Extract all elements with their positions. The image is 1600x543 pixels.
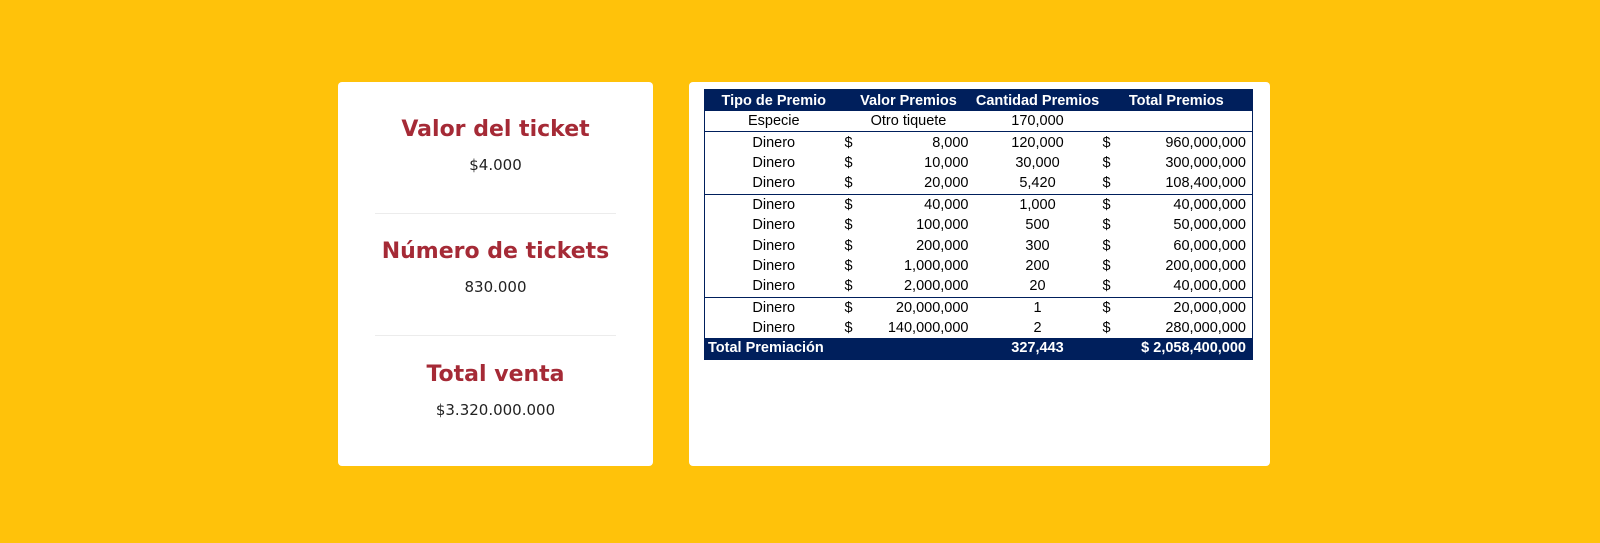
cell-prize-quantity: 120,000 [975, 132, 1101, 153]
table-row [705, 297, 1253, 318]
ticket-value-amount: $4.000 [469, 156, 522, 174]
table-row [705, 132, 1253, 153]
header-prize-type: Tipo de Premio [705, 90, 843, 112]
table-row [705, 173, 1253, 194]
cell-prize-quantity: 20 [1029, 278, 1046, 295]
cell-total-currency: $ [1101, 132, 1125, 153]
cell-prize-quantity: 1 [975, 297, 1101, 318]
cell-value-currency: $ [844, 175, 853, 192]
ticket-count-stat [338, 238, 653, 296]
divider [375, 213, 616, 214]
cell-prize-type: Dinero [752, 257, 796, 274]
table-row [705, 153, 1253, 173]
cell-prize-quantity: 2 [1033, 320, 1042, 337]
cell-prize-value: 40,000 [869, 194, 975, 215]
ticket-value-title: Valor del ticket [401, 117, 590, 142]
cell-value-currency: $ [844, 278, 853, 295]
cell-prize-quantity: 500 [1025, 217, 1050, 234]
total-amount: $ 2,058,400,000 [1101, 338, 1253, 359]
cell-prize-type: Dinero [752, 320, 796, 337]
cell-value-currency: $ [844, 257, 853, 274]
cell-prize-type: Dinero [705, 132, 843, 153]
cell-prize-value: 140,000,000 [887, 320, 969, 337]
cell-prize-value: 1,000,000 [903, 257, 969, 274]
cell-prize-total: 300,000,000 [1165, 154, 1246, 171]
table-row [705, 318, 1253, 338]
cell-prize-value: Otro tiquete [870, 113, 947, 130]
cell-prize-value: 10,000 [924, 154, 969, 171]
cell-prize-type: Especie [747, 113, 800, 130]
cell-prize-type: Dinero [752, 237, 796, 254]
cell-value-currency: $ [844, 154, 853, 171]
cell-prize-total: 40,000,000 [1125, 194, 1253, 215]
cell-total-currency: $ [1102, 175, 1111, 192]
cell-total-currency: $ [1102, 217, 1111, 234]
divider [375, 335, 616, 336]
cell-prize-total: 50,000,000 [1173, 217, 1246, 234]
cell-total-currency: $ [1101, 194, 1125, 215]
cell-prize-quantity: 1,000 [975, 194, 1101, 215]
cell-total-currency: $ [1102, 320, 1111, 337]
table-row [705, 256, 1253, 276]
cell-prize-value: 100,000 [916, 217, 969, 234]
table-header-row [705, 90, 1253, 112]
cell-prize-type: Dinero [705, 194, 843, 215]
cell-prize-type: Dinero [705, 297, 843, 318]
prize-table [704, 89, 1253, 360]
cell-prize-total: 108,400,000 [1165, 175, 1246, 192]
cell-prize-total: 20,000,000 [1125, 297, 1253, 318]
cell-prize-quantity: 170,000 [1011, 113, 1064, 130]
total-label: Total Premiación [705, 338, 869, 359]
cell-total-currency: $ [1102, 154, 1111, 171]
ticket-value-stat [338, 116, 653, 174]
total-sales-stat [338, 361, 653, 419]
header-prize-quantity: Cantidad Premios [975, 90, 1101, 112]
cell-prize-value: 20,000 [924, 175, 969, 192]
cell-total-currency: $ [1102, 237, 1111, 254]
table-row [705, 276, 1253, 297]
cell-prize-quantity: 200 [1025, 257, 1050, 274]
cell-total-currency: $ [1101, 297, 1125, 318]
header-prize-total: Total Premios [1101, 90, 1253, 112]
table-row [705, 235, 1253, 255]
cell-prize-quantity: 300 [1025, 237, 1050, 254]
cell-prize-total: 60,000,000 [1173, 237, 1246, 254]
table-row [705, 194, 1253, 215]
total-sales-title: Total venta [426, 362, 565, 387]
total-quantity: 327,443 [975, 338, 1101, 359]
cell-value-currency: $ [844, 217, 853, 234]
table-row [705, 111, 1253, 132]
cell-prize-type: Dinero [752, 217, 796, 234]
cell-prize-total: 40,000,000 [1173, 278, 1246, 295]
cell-prize-value: 200,000 [916, 237, 969, 254]
cell-prize-total: 960,000,000 [1125, 132, 1253, 153]
cell-prize-value: 8,000 [869, 132, 975, 153]
cell-prize-type: Dinero [752, 175, 796, 192]
ticket-count-amount: 830.000 [464, 278, 527, 296]
cell-prize-quantity: 30,000 [1015, 154, 1060, 171]
cell-prize-quantity: 5,420 [1019, 175, 1056, 192]
cell-prize-type: Dinero [752, 278, 796, 295]
cell-prize-total: 280,000,000 [1165, 320, 1246, 337]
total-sales-amount: $3.320.000.000 [435, 401, 556, 419]
cell-value-currency: $ [843, 297, 869, 318]
cell-total-currency: $ [1102, 257, 1111, 274]
cell-prize-value: 2,000,000 [903, 278, 969, 295]
cell-prize-type: Dinero [752, 154, 796, 171]
cell-total-currency: $ [1102, 278, 1111, 295]
summary-card [338, 82, 653, 466]
header-prize-value: Valor Premios [843, 90, 975, 112]
cell-value-currency: $ [844, 320, 853, 337]
cell-prize-total: 200,000,000 [1165, 257, 1246, 274]
cell-prize-total [1101, 111, 1253, 132]
prize-table-card [689, 82, 1270, 466]
cell-value-currency: $ [844, 237, 853, 254]
cell-prize-value: 20,000,000 [869, 297, 975, 318]
table-total-row [705, 338, 1253, 359]
cell-value-currency: $ [843, 132, 869, 153]
ticket-count-title: Número de tickets [381, 239, 610, 264]
table-row [705, 215, 1253, 235]
cell-value-currency: $ [843, 194, 869, 215]
